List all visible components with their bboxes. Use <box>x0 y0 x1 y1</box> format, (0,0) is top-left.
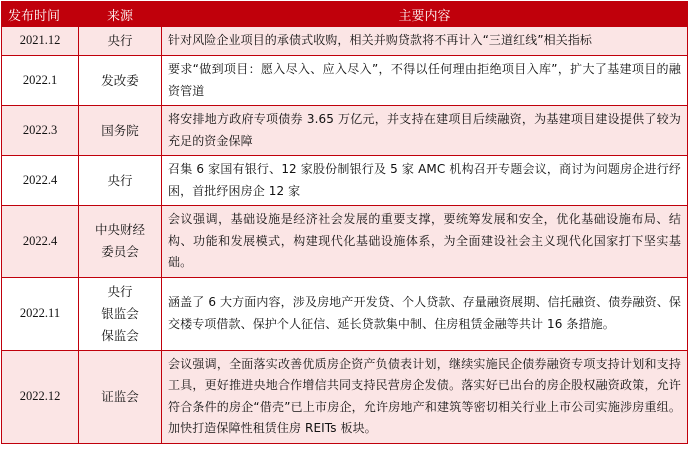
table-row <box>2 156 688 206</box>
header-date: 发布时间 <box>2 2 79 27</box>
row-date: 2022.11 <box>2 277 79 350</box>
row-content: 会议强调，基础设施是经济社会发展的重要支撑，要统筹发展和安全，优化基础设施布局、结构、功能和发展模式，构建现代化基础设施体系，为全面建设社会主义现代化国家打下坚实基础。 <box>162 206 688 278</box>
source-line: 银监会 <box>101 305 139 321</box>
table-row <box>2 106 688 156</box>
row-date: 2022.1 <box>2 56 79 106</box>
header-content: 主要内容 <box>162 2 688 27</box>
row-date: 2022.3 <box>2 106 79 156</box>
row-content: 召集 6 家国有银行、12 家股份制银行及 5 家 AMC 机构召开专题会议，商讨为问题房企进行纾困，首批纾困房企 12 家 <box>162 156 688 206</box>
table-row <box>2 56 688 106</box>
row-source <box>79 350 162 443</box>
row-date: 2022.12 <box>2 350 79 443</box>
table-row <box>2 277 688 350</box>
source-line: 国务院 <box>101 122 139 138</box>
source-line: 央行 <box>107 33 133 48</box>
row-source <box>79 206 162 278</box>
row-content: 要求“做到项目：愿入尽入、应入尽入”，不得以任何理由拒绝项目入库”，扩大了基建项目的融资管道 <box>162 56 688 106</box>
row-source <box>79 27 162 56</box>
row-source <box>79 156 162 206</box>
row-content: 将安排地方政府专项债券 3.65 万亿元，并支持在建项目后续融资，为基建项目建设提供了较为充足的资金保障 <box>162 106 688 156</box>
source-line: 委员会 <box>101 244 139 260</box>
source-line: 央行 <box>107 172 133 188</box>
row-date: 2021.12 <box>2 27 79 56</box>
row-content: 会议强调，全面落实改善优质房企资产负债表计划，继续实施民企债券融资专项支持计划和支持工具，更好推进央地合作增信共同支持民营房企发债。落实好已出台的房企股权融资政策，允许符合条件的房企“借壳”已上市房企，允许房地产和建筑等密切相关行业上市公司实施涉房重组。加快打造保障性租赁住房 REITs 板块。 <box>162 350 688 443</box>
row-source <box>79 56 162 106</box>
source-line: 保监会 <box>101 327 139 343</box>
header-source: 来源 <box>79 2 162 27</box>
row-date: 2022.4 <box>2 206 79 278</box>
source-line: 发改委 <box>101 72 139 88</box>
row-source <box>79 277 162 350</box>
table-row <box>2 350 688 443</box>
row-content: 涵盖了 6 大方面内容，涉及房地产开发贷、个人贷款、存量融资展期、信托融资、债券融资、保交楼专项借款、保护个人征信、延长贷款集中制、住房租赁金融等共计 16 条措施。 <box>162 277 688 350</box>
source-line: 中央财经 <box>94 222 145 238</box>
row-source <box>79 106 162 156</box>
source-line: 证监会 <box>101 388 139 404</box>
table-header-row <box>2 2 688 27</box>
row-date: 2022.4 <box>2 156 79 206</box>
table-row <box>2 27 688 56</box>
row-content: 针对风险企业项目的承债式收购，相关并购贷款将不再计入“三道红线”相关指标 <box>162 27 688 56</box>
policy-table <box>1 1 688 444</box>
policy-table-container <box>0 1 688 457</box>
table-row <box>2 206 688 278</box>
source-line: 央行 <box>107 283 133 299</box>
